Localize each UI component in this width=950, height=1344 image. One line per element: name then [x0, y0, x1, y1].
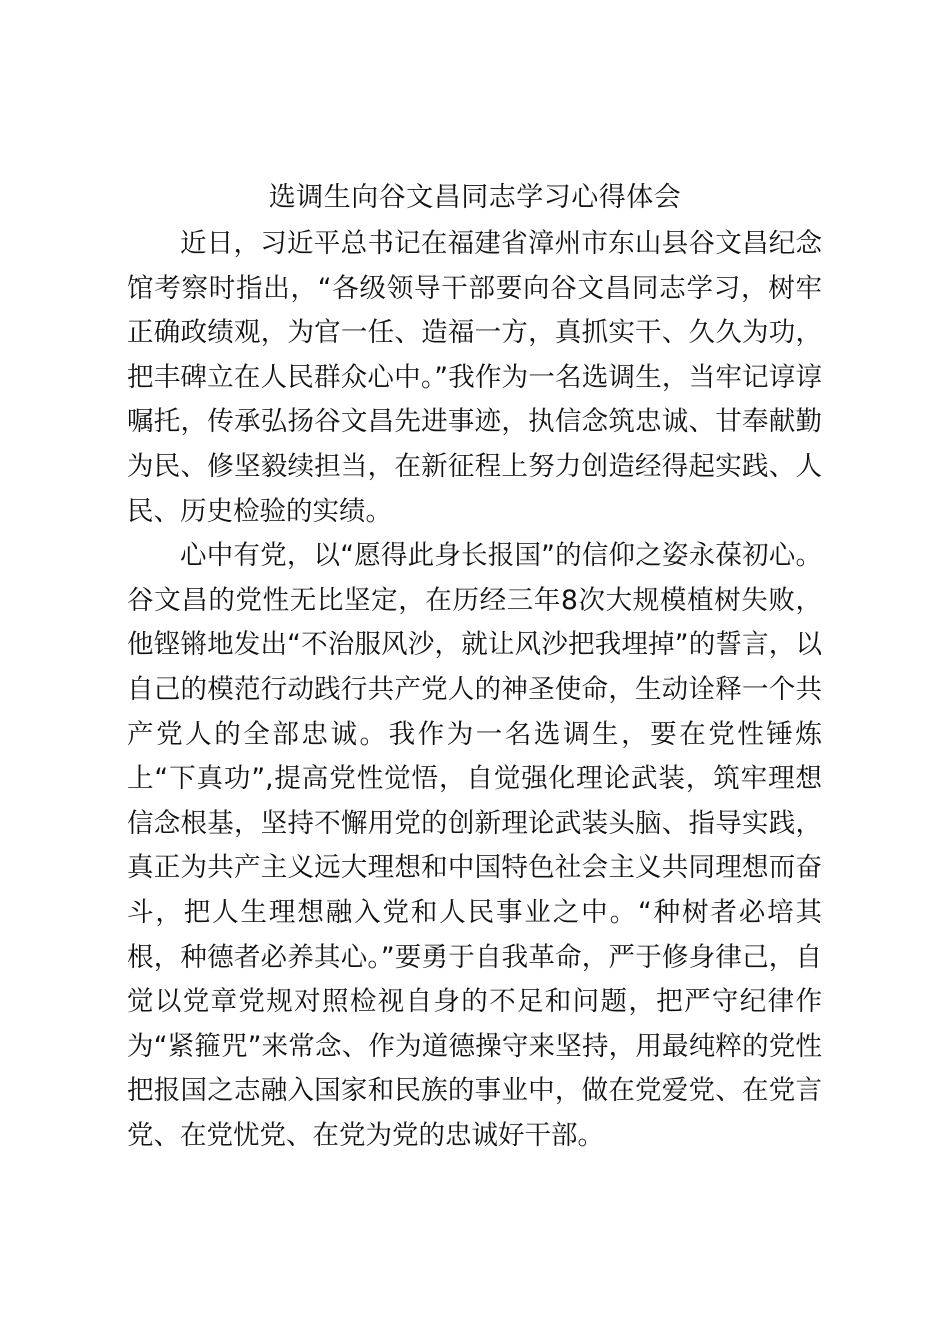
document-body	[127, 222, 822, 1158]
paragraph-intro: 近日，习近平总书记在福建省漳州市东山县谷文昌纪念馆考察时指出，“各级领导干部要向谷文昌同志学习，树牢正确政绩观，为官一任、造福一方，真抓实干、久久为功，把丰碑立在人民群众心中。”我作为一名选调生，当牢记谆谆嘱托，传承弘扬谷文昌先进事迹，执信念筑忠诚、甘奉献勤为民、修坚毅续担当，在新征程上努力创造经得起实践、人民、历史检验的实绩。	[127, 228, 822, 527]
paragraph-party-loyalty: 心中有党，以“愿得此身长报国”的信仰之姿永葆初心。谷文昌的党性无比坚定，在历经三年8次大规模植树失败，他铿锵地发出“不治服风沙，就让风沙把我埋掉”的誓言，以自己的模范行动践行共产党人的神圣使命，生动诠释一个共产党人的全部忠诚。我作为一名选调生，要在党性锤炼上“下真功”,提高党性觉悟，自觉强化理论武装，筑牢理想信念根基，坚持不懈用党的创新理论武装头脑、指导实践，真正为共产主义远大理想和中国特色社会主义共同理想而奋斗，把人生理想融入党和人民事业之中。“种树者必培其根，种德者必养其心。”要勇于自我革命，严于修身律己，自觉以党章党规对照检视自身的不足和问题，把严守纪律作为“紧箍咒”来常念、作为道德操守来坚持，用最纯粹的党性把报国之志融入国家和民族的事业中，做在党爱党、在党言党、在党忧党、在党为党的忠诚好干部。	[127, 540, 822, 1151]
document-title: 选调生向谷文昌同志学习心得体会	[268, 182, 682, 213]
